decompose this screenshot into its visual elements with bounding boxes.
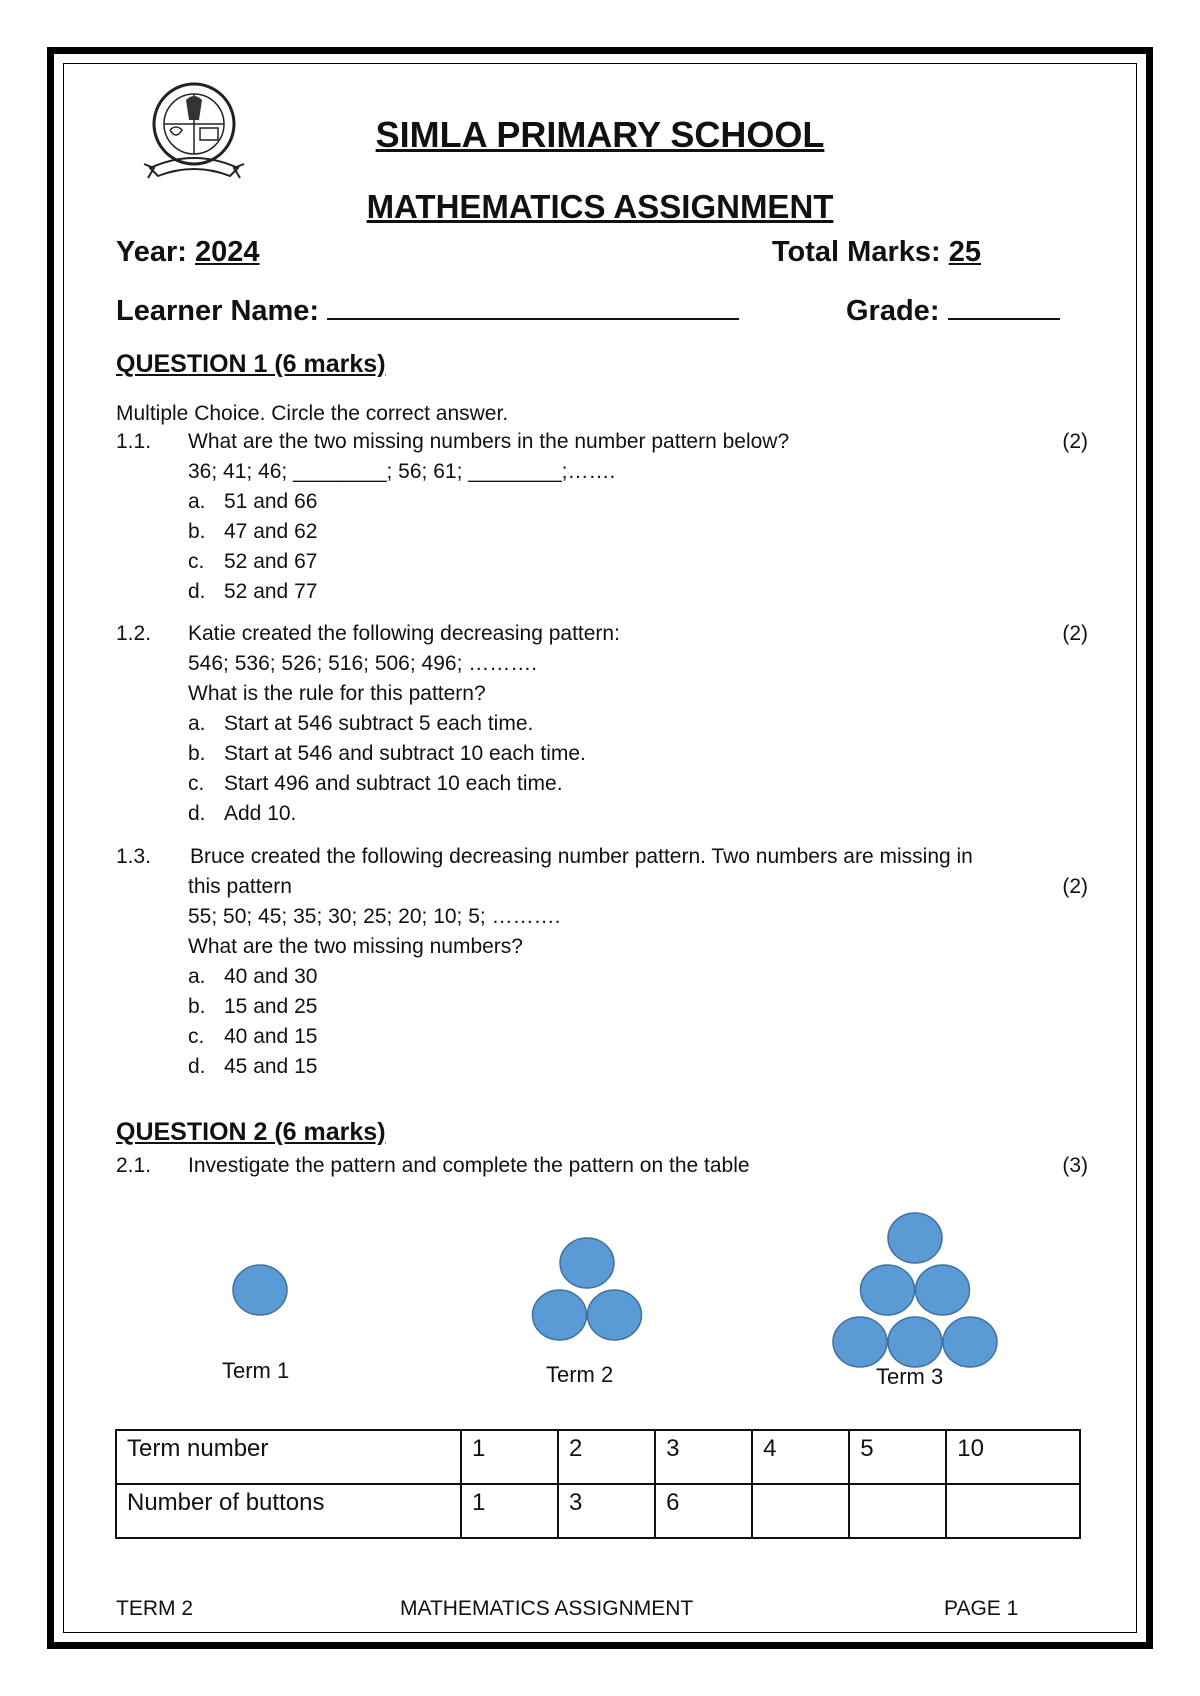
button-circle (533, 1290, 587, 1340)
learner-name-blank[interactable] (327, 292, 739, 320)
answer-cell[interactable] (849, 1484, 946, 1538)
q1-3-option-c[interactable] (188, 1023, 317, 1051)
q1-instruction: Multiple Choice. Circle the correct answer. (116, 402, 509, 425)
q1-1-option-b[interactable] (188, 518, 317, 546)
table-cell: 5 (849, 1430, 946, 1484)
footer-title: MATHEMATICS ASSIGNMENT (400, 1597, 694, 1620)
q1-3-text-continued: this pattern (188, 875, 292, 898)
button-circle (588, 1290, 642, 1340)
footer-page: PAGE 1 (944, 1597, 1019, 1620)
q2-1-marks: (3) (1062, 1154, 1088, 1177)
q1-1-option-c[interactable] (188, 548, 317, 576)
q1-2-question: What is the rule for this pattern? (188, 682, 486, 705)
button-circle (916, 1265, 970, 1315)
button-circle (560, 1238, 614, 1288)
option-text: 15 and 25 (224, 995, 318, 1018)
table-cell: Term number (116, 1430, 461, 1484)
term-3-label: Term 3 (876, 1364, 944, 1389)
q1-1-marks: (2) (1062, 430, 1088, 453)
answer-cell[interactable] (752, 1484, 849, 1538)
table-cell: 3 (655, 1430, 752, 1484)
total-marks-value: 25 (948, 236, 981, 268)
option-letter: d. (188, 580, 206, 603)
table-cell: 1 (461, 1484, 558, 1538)
option-letter: d. (188, 802, 206, 825)
q2-1-number: 2.1. (116, 1154, 152, 1177)
answer-cell[interactable] (946, 1484, 1080, 1538)
q1-3-question: What are the two missing numbers? (188, 935, 523, 958)
option-text: Start at 546 subtract 5 each time. (224, 712, 534, 735)
option-text: Add 10. (224, 802, 297, 825)
q1-1-number: 1.1. (116, 430, 152, 453)
table-row (116, 1430, 1080, 1484)
q1-2-marks: (2) (1062, 622, 1088, 645)
total-marks-line (772, 236, 981, 269)
q1-3-marks: (2) (1062, 875, 1088, 898)
table-cell: 3 (558, 1484, 655, 1538)
school-name-title: SIMLA PRIMARY SCHOOL (375, 114, 825, 155)
option-text: Start 496 and subtract 10 each time. (224, 772, 563, 795)
option-text: 47 and 62 (224, 520, 318, 543)
learner-name-label: Learner Name: (116, 295, 320, 327)
option-letter: b. (188, 995, 206, 1018)
button-circle (888, 1317, 942, 1367)
option-letter: a. (188, 712, 206, 735)
table-cell: 6 (655, 1484, 752, 1538)
option-letter: a. (188, 965, 206, 988)
option-text: 45 and 15 (224, 1055, 318, 1078)
option-text: 40 and 30 (224, 965, 318, 988)
option-letter: b. (188, 742, 206, 765)
table-cell: 10 (946, 1430, 1080, 1484)
pattern-table (115, 1429, 1081, 1539)
q1-1-option-a[interactable] (188, 488, 317, 516)
grade-label: Grade: (846, 295, 940, 327)
option-letter: a. (188, 490, 206, 513)
year-label: Year: (116, 236, 187, 268)
assignment-title: MATHEMATICS ASSIGNMENT (366, 188, 834, 225)
q2-1-text: Investigate the pattern and complete the pattern on the table (188, 1154, 750, 1177)
q1-1-option-d[interactable] (188, 578, 317, 606)
option-letter: c. (188, 772, 205, 795)
table-cell: 1 (461, 1430, 558, 1484)
q1-2-number: 1.2. (116, 622, 152, 645)
question-2-heading: QUESTION 2 (6 marks) (116, 1118, 386, 1146)
table-cell: Number of buttons (116, 1484, 461, 1538)
button-circle (943, 1317, 997, 1367)
grade-line (846, 292, 1060, 328)
option-text: 40 and 15 (224, 1025, 318, 1048)
q1-3-option-a[interactable] (188, 963, 317, 991)
q1-2-option-d[interactable] (188, 800, 296, 828)
grade-blank[interactable] (948, 292, 1060, 320)
button-circle (888, 1213, 942, 1263)
button-circle (861, 1265, 915, 1315)
button-circle (233, 1265, 287, 1315)
q1-2-option-a[interactable] (188, 710, 533, 738)
table-row (116, 1484, 1080, 1538)
q1-3-number: 1.3. (116, 845, 152, 868)
footer-term: TERM 2 (116, 1597, 194, 1620)
option-text: 51 and 66 (224, 490, 318, 513)
q1-1-pattern: 36; 41; 46; ________; 56; 61; ________;……. (188, 460, 616, 483)
year-value: 2024 (195, 236, 260, 268)
q1-2-option-c[interactable] (188, 770, 563, 798)
term-1-label: Term 1 (222, 1358, 290, 1383)
option-letter: c. (188, 550, 205, 573)
option-letter: d. (188, 1055, 206, 1078)
total-marks-label: Total Marks: (772, 236, 941, 268)
q1-3-option-d[interactable] (188, 1053, 317, 1081)
q1-3-pattern: 55; 50; 45; 35; 30; 25; 20; 10; 5; ………. (188, 905, 561, 928)
q1-2-pattern: 546; 536; 526; 516; 506; 496; ………. (188, 652, 538, 675)
option-text: 52 and 67 (224, 550, 318, 573)
button-circle (833, 1317, 887, 1367)
q1-3-text: Bruce created the following decreasing number pattern. Two numbers are missing in (190, 845, 973, 868)
question-1-heading: QUESTION 1 (6 marks) (116, 350, 386, 378)
term-2-label: Term 2 (546, 1362, 614, 1387)
q1-2-option-b[interactable] (188, 740, 586, 768)
table-cell: 4 (752, 1430, 849, 1484)
option-text: 52 and 77 (224, 580, 318, 603)
table-cell: 2 (558, 1430, 655, 1484)
q1-1-text: What are the two missing numbers in the number pattern below? (188, 430, 790, 453)
option-text: Start at 546 and subtract 10 each time. (224, 742, 586, 765)
year-line (116, 236, 260, 269)
option-letter: c. (188, 1025, 205, 1048)
q1-2-text: Katie created the following decreasing pattern: (188, 622, 620, 645)
option-letter: b. (188, 520, 206, 543)
learner-name-line (116, 292, 739, 328)
q1-3-option-b[interactable] (188, 993, 317, 1021)
